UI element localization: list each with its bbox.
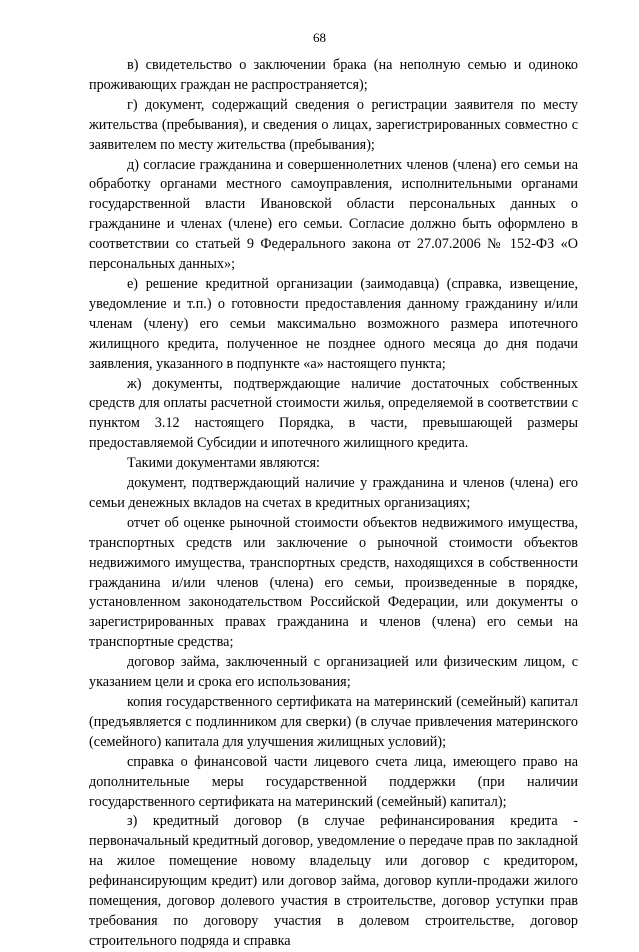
paragraph-d-personal-data-consent: д) согласие гражданина и совершеннолетних членов (члена) его семьи на обработку органами местного самоуправления, исполнительными органами государственной власти Ивановской области персональных данных о гражданине и членах (члене) его семьи. Согласие должно быть оформлено в соответствии со статьей 9 Федерального закона от 27.07.2006 № 152-ФЗ «О персональных данных»;	[89, 156, 578, 273]
paragraph-g-registration-document: г) документ, содержащий сведения о регистрации заявителя по месту жительства (пребывания), и сведения о лицах, зарегистрированных совместно с заявителем по месту жительства (пребывания);	[89, 96, 578, 153]
paragraph-v-marriage-certificate: в) свидетельство о заключении брака (на неполную семью и одиноко проживающих граждан не распространяется);	[89, 57, 578, 93]
paragraph-e-credit-decision: е) решение кредитной организации (заимодавца) (справка, извещение, уведомление и т.п.) о готовности предоставления данному гражданину и/или членам (члену) его семьи максимально возможного размера ипотечного жилищного кредита, полученное не позднее одного месяца до дня подачи заявления, указанного в подпункте «а» настоящего пункта;	[89, 275, 578, 372]
document-body	[89, 56, 578, 952]
paragraph-valuation-report: отчет об оценке рыночной стоимости объектов недвижимого имущества, транспортных средств или заключение о рыночной стоимости объектов недвижимого имущества, транспортных средств, находящихся в собственности гражданина и/или членов (члена) его семьи, произведенные в порядке, установленном законодательством Российской Федерации, или документы о зарегистрированных правах гражданина и членов (члена) его семьи на транспортные средства;	[89, 514, 578, 651]
paragraph-z-credit-contract: з) кредитный договор (в случае рефинансирования кредита - первоначальный кредитный договор, уведомление о передаче прав по закладной на жилое помещение новому владельцу или договор с кредитором, рефинансирующим кредит) или договор займа, договор купли-продажи жилого помещения, договор долевого участия в строительстве, договор уступки прав требования по договору участия в долевом строительстве, договор строительного подряда и справка	[89, 813, 578, 949]
paragraph-such-documents-are: Такими документами являются:	[127, 455, 320, 472]
paragraph-bank-deposits-document: документ, подтверждающий наличие у гражданина и членов (члена) его семьи денежных вкладов на счетах в кредитных организациях;	[89, 475, 578, 511]
paragraph-pension-account-statement: справка о финансовой части лицевого счета лица, имеющего право на дополнительные меры государственной поддержки (при наличии государственного сертификата на материнский (семейный) капитал);	[89, 753, 578, 810]
paragraph-zh-own-funds-documents: ж) документы, подтверждающие наличие достаточных собственных средств для оплаты расчетной стоимости жилья, определяемой в соответствии с пунктом 3.12 настоящего Порядка, в части, превышающей размеры предоставляемой Субсидии и ипотечного жилищного кредита.	[89, 375, 578, 452]
paragraph-maternity-capital-certificate: копия государственного сертификата на материнский (семейный) капитал (предъявляется с подлинником для сверки) (в случае привлечения материнского (семейного) капитала для улучшения жилищных условий);	[89, 694, 578, 750]
paragraph-loan-agreement: договор займа, заключенный с организацией или физическим лицом, с указанием цели и срока его использования;	[89, 654, 578, 691]
page-number: 68	[313, 30, 326, 45]
